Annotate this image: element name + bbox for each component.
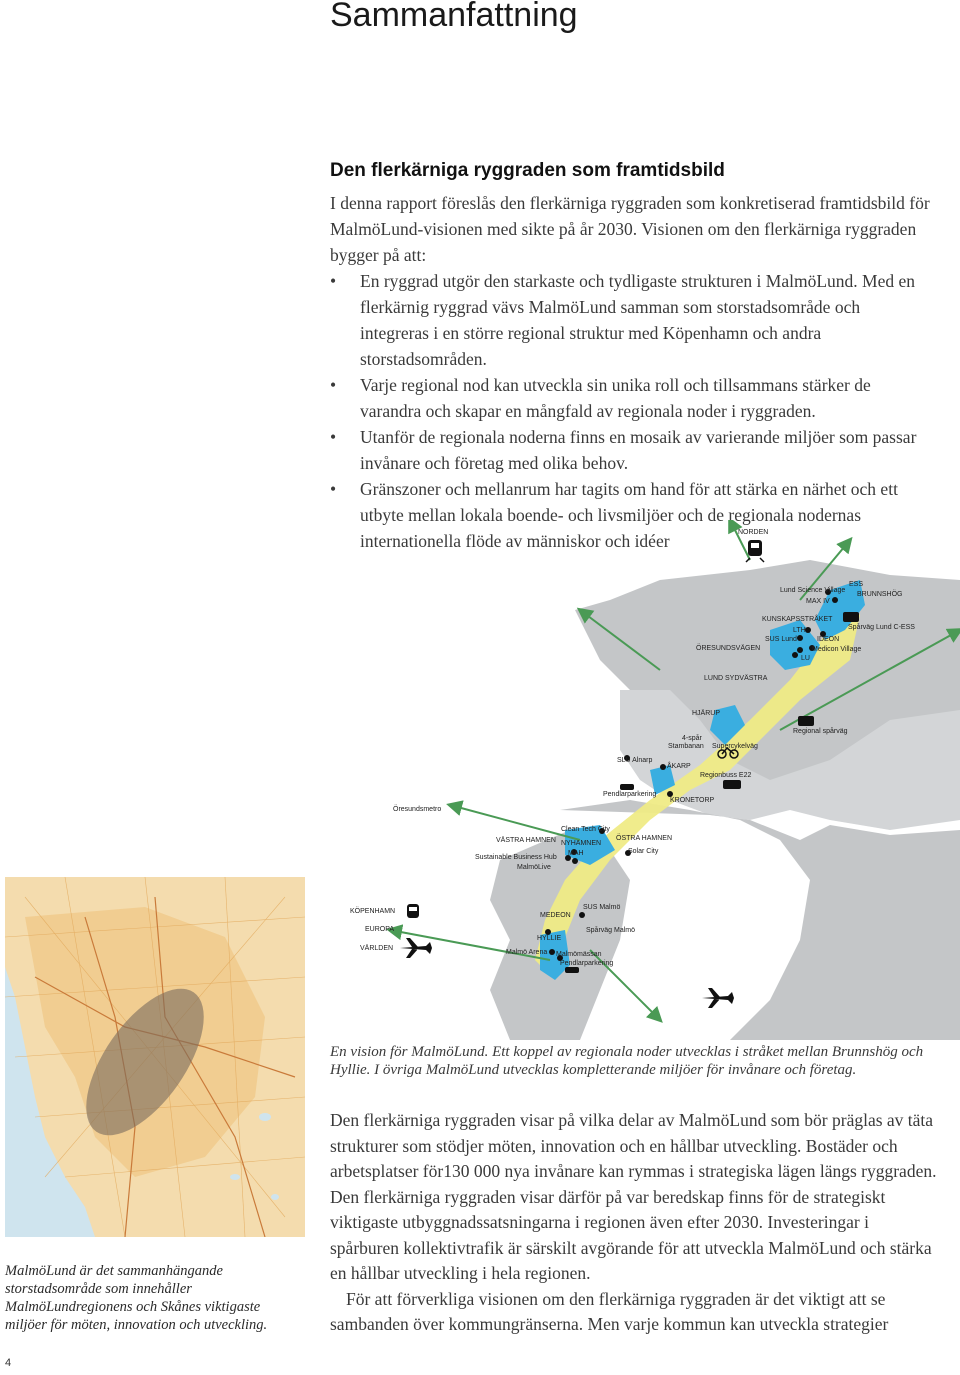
bullet-item: • Varje regional nod kan utveckla sin unika roll och tillsammans stärker de varandra och skapar en mångfald av regionala noder i ryggraden. <box>330 372 930 424</box>
map-caption: En vision för MalmöLund. Ett koppel av regionala noder utvecklas i stråket mellan Brunnshög och Hyllie. I övriga MalmöLund utvecklas kompletterande miljöer för invånare och företag. <box>330 1044 924 1078</box>
map-label: LUND SYDVÄSTRA <box>704 675 768 682</box>
map-label: IDEON <box>817 636 840 643</box>
bullet-item: • En ryggrad utgör den starkaste och tydligaste strukturen i MalmöLund. Med en flerkärnig ryggrad vävs MalmöLund samman som storstadsområde och integreras i en större regional struktur med Köpenhamn och andra storstadsområden. <box>330 268 930 372</box>
section-heading: Den flerkärniga ryggraden som framtidsbild <box>330 160 725 181</box>
map-label: Malmö Arena <box>506 949 548 956</box>
map-label: ÖSTRA HAMNEN <box>616 835 673 842</box>
map-label: ÖRESUNDSVÄGEN <box>696 645 761 652</box>
page-number: 4 <box>5 1357 12 1369</box>
tram-icon <box>798 716 814 726</box>
body-text <box>330 1108 940 1338</box>
map-label: BRUNNSHÖG <box>857 591 903 598</box>
vision-map <box>330 520 960 1040</box>
map-label: MAH <box>568 850 584 857</box>
map-label: Clean Tech City <box>561 826 610 833</box>
map-label: HJÄRUP <box>692 710 721 717</box>
map-label: Stambanan <box>668 743 704 750</box>
region-map <box>5 877 305 1237</box>
map-label: Solar City <box>628 848 659 855</box>
map-label: KRONETORP <box>670 797 715 804</box>
map-label: LTH <box>793 627 806 634</box>
map-label: Pendlarparkering <box>560 960 614 967</box>
map-label: Pendlarparkering <box>603 791 657 798</box>
map-label: Malmömässan <box>556 951 602 958</box>
airplane-icon <box>400 938 432 958</box>
map-label: Spårväg Malmö <box>586 927 636 934</box>
map-label: SUS Lund <box>765 636 797 643</box>
link-oresundsmetro <box>450 805 580 840</box>
map-label: Regionbuss E22 <box>700 772 752 779</box>
body-paragraph: Den flerkärniga ryggraden visar på vilka delar av MalmöLund som bör präglas av täta strukturer som stödjer möten, innovation och en hållbar utveckling. Bostäder och arbetsplatser för130 000 nya invånare kan rymmas i strategiska lägen längs ryggraden. Den flerkärniga ryggraden visar därför på var beredskap finns för de strategiskt viktigaste utbyggnadssatsningarna i regionen även efter 2030. Investeringar i spårburen kollektivtrafik är särskilt avgörande för att utveckla MalmöLund och stärka en hållbar utveckling i hela regionen. <box>330 1110 937 1283</box>
map-label: Medicon Village <box>812 646 862 653</box>
map-label: Regional spårväg <box>793 728 848 735</box>
body-paragraph: För att förverkliga visionen om den flerkärniga ryggraden är det viktigt att se sambanden över kommungränserna. Men varje kommun kan utveckla strategier <box>330 1288 889 1334</box>
page-title: Sammanfattning <box>330 0 578 34</box>
car-icon <box>620 784 634 790</box>
map-label: VÄSTRA HAMNEN <box>496 837 556 844</box>
map-label: Lund Science Village <box>780 587 846 594</box>
map-label: Sustainable Business Hub <box>475 854 557 861</box>
map-label: 4-spår <box>682 735 702 742</box>
map-label: VÄRLDEN <box>360 945 394 952</box>
map-label: HYLLIE <box>537 935 562 942</box>
intro-paragraph: I denna rapport föreslås den flerkärniga ryggraden som konkretiserad framtidsbild för MalmöLund-visionen med sikte på år 2030. Visionen om den flerkärniga ryggraden bygger på att: <box>330 193 930 265</box>
map-label: ÅKARP <box>667 763 691 770</box>
map-label: EUROPA <box>365 926 395 933</box>
map-label: Supercykelväg <box>712 743 758 750</box>
map-label: MalmöLive <box>517 864 551 871</box>
bus-icon <box>723 780 741 789</box>
bullet-item: • Gränszoner och mellanrum har tagits om hand för att stärka en närhet och ett utbyte mellan lokala boende- och livsmiljöer och de regionala nodernas internationella flöde av människor och idéer <box>330 476 930 554</box>
map-label: SUS Malmö <box>583 904 621 911</box>
map-label: LU <box>801 655 810 662</box>
map-label: NYHAMNEN <box>561 840 602 847</box>
link-norden <box>730 520 750 560</box>
airplane-icon <box>702 988 734 1008</box>
map-label: MEDEON <box>540 912 571 919</box>
side-caption: MalmöLund är det sammanhängande storstadsområde som innehåller MalmöLundregionens och Skånes viktigaste miljöer för möten, innovation och utveckling. <box>5 1263 268 1333</box>
map-label: KUNSKAPSSTRÅKET <box>762 616 833 623</box>
train-icon <box>407 904 419 918</box>
vision-bullet-list <box>330 268 930 554</box>
map-label: MAX IV <box>806 598 830 605</box>
car-icon <box>565 967 579 973</box>
map-label: KÖPENHAMN <box>350 908 396 915</box>
map-label: Öresundsmetro <box>393 806 442 813</box>
map-label: Spårväg Lund C-ESS <box>848 624 915 631</box>
tram-icon <box>843 612 859 622</box>
map-label: NORDEN <box>738 529 769 536</box>
map-label: ESS <box>849 581 864 588</box>
train-icon <box>746 540 764 562</box>
map-label: SLU Alnarp <box>617 757 653 764</box>
bullet-item: • Utanför de regionala noderna finns en mosaik av varierande miljöer som passar invånare och företag med olika behov. <box>330 424 930 476</box>
